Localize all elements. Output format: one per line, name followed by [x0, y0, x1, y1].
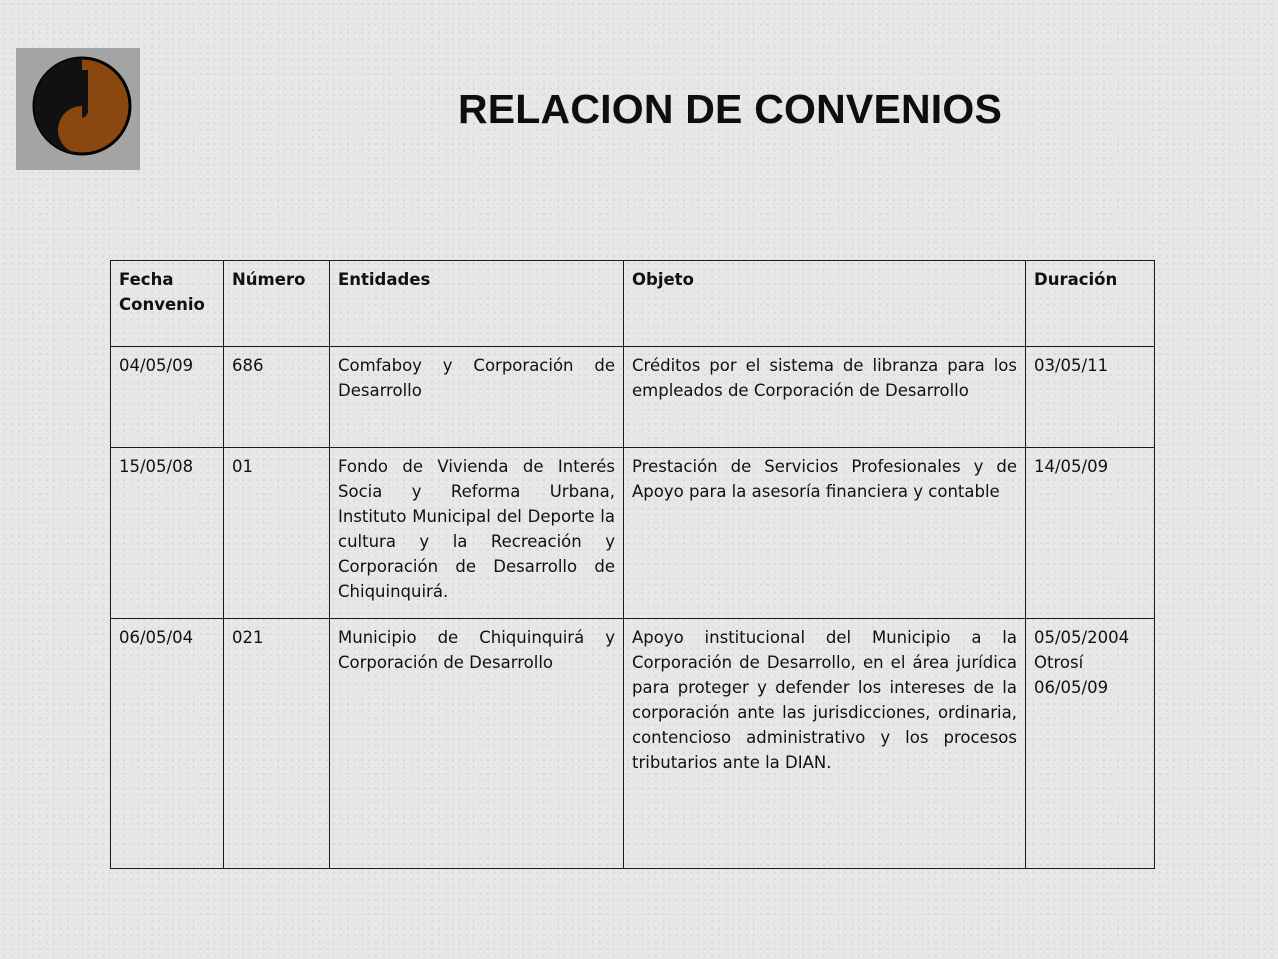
- cell-fecha: 15/05/08: [111, 448, 224, 619]
- cell-entidades: Municipio de Chiquinquirá y Corporación de Desarrollo: [330, 619, 624, 869]
- page-title: RELACION DE CONVENIOS: [457, 86, 1003, 132]
- cell-duracion: [1026, 619, 1155, 869]
- table-row: [111, 448, 1155, 619]
- cell-numero: 021: [224, 619, 330, 869]
- header-entidades: Entidades: [330, 261, 624, 347]
- cell-fecha: 04/05/09: [111, 347, 224, 448]
- cell-duracion-date: 14/05/09: [1034, 457, 1109, 476]
- cell-duracion: [1026, 448, 1155, 619]
- logo-notch: [82, 70, 88, 118]
- cell-entidades: Fondo de Vivienda de Interés Socia y Reforma Urbana, Instituto Municipal del Deporte la cultura y la Recreación y Corporación de Desarrollo de Chiquinquirá.: [330, 448, 624, 619]
- cell-objeto: Apoyo institucional del Municipio a la Corporación de Desarrollo, en el área jurídica para proteger y defender los intereses de la corporación ante las jurisdicciones, ordinaria, contencioso administrativo y los procesos tributarios ante la DIAN.: [624, 619, 1026, 869]
- header-numero: Número: [224, 261, 330, 347]
- cell-duracion-date: 03/05/11: [1034, 356, 1109, 375]
- cell-numero: 686: [224, 347, 330, 448]
- cell-duracion-date: 05/05/2004: [1034, 628, 1130, 647]
- table-row: [111, 347, 1155, 448]
- table-header-row: [111, 261, 1155, 347]
- cell-duracion-extra: Otrosí 06/05/09: [1034, 653, 1109, 697]
- cell-entidades: Comfaboy y Corporación de Desarrollo: [330, 347, 624, 448]
- header-fecha: Fecha Convenio: [111, 261, 224, 347]
- header-objeto: Objeto: [624, 261, 1026, 347]
- cell-numero: 01: [224, 448, 330, 619]
- cell-objeto: Créditos por el sistema de libranza para los empleados de Corporación de Desarrollo: [624, 347, 1026, 448]
- convenios-table: [110, 260, 1155, 869]
- table-row: [111, 619, 1155, 869]
- half-moon-emblem-icon: [16, 48, 140, 170]
- cell-objeto: Prestación de Servicios Profesionales y de Apoyo para la asesoría financiera y contable: [624, 448, 1026, 619]
- header-duracion: Duración: [1026, 261, 1155, 347]
- cell-fecha: 06/05/04: [111, 619, 224, 869]
- cell-duracion: [1026, 347, 1155, 448]
- logo: [16, 48, 140, 170]
